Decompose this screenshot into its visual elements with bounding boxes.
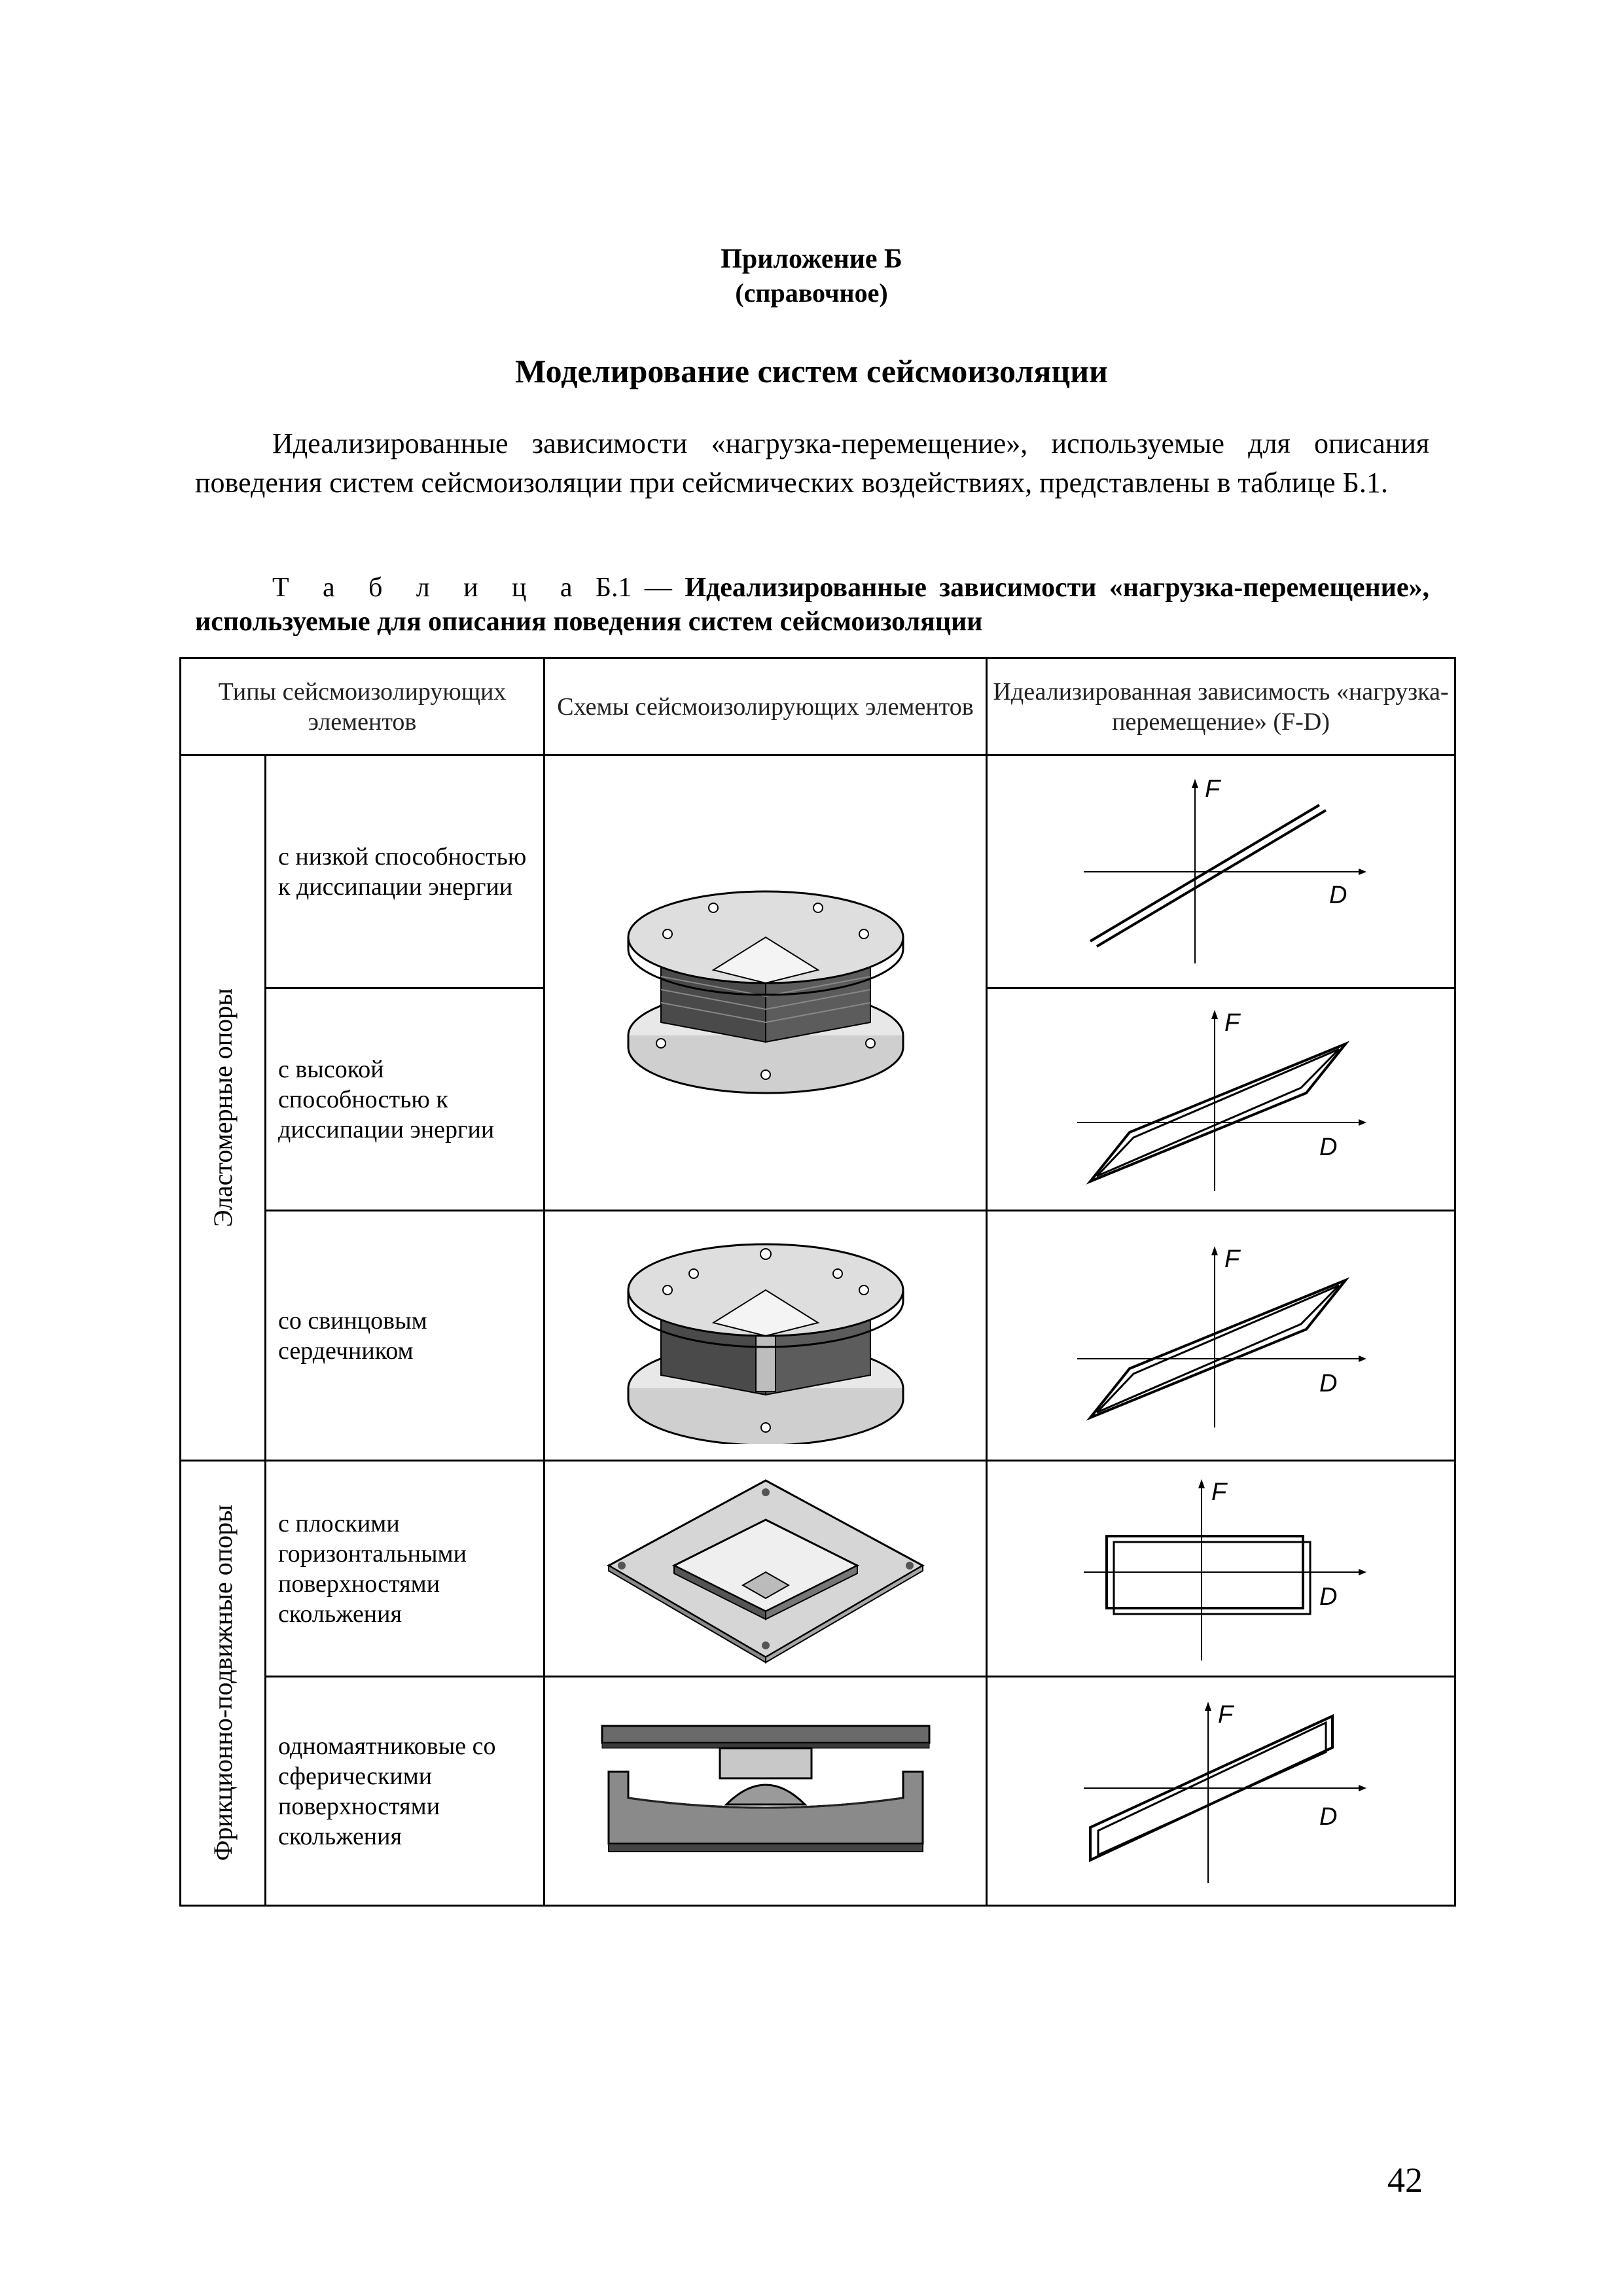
- linear-fd-graph: [1071, 774, 1372, 970]
- scheme-cell: [544, 1211, 987, 1461]
- rectangular-fd-graph: [1071, 1474, 1372, 1664]
- appendix-subtitle: (справочное): [735, 278, 888, 308]
- elastomeric-bearing-icon: [615, 872, 916, 1094]
- graph-cell: [987, 1211, 1455, 1461]
- graph-cell: [987, 755, 1455, 988]
- scheme-cell: [544, 1461, 987, 1677]
- type-cell: с высокой способностью к диссипации энергии: [266, 988, 544, 1211]
- inclined-fd-graph: [1071, 1696, 1372, 1886]
- table-header-row: [181, 658, 1455, 755]
- group-elastomeric: [181, 755, 266, 1461]
- header-schemes: Схемы сейсмоизолирующих элементов: [544, 658, 987, 755]
- type-cell: со свинцовым сердечником: [266, 1211, 544, 1461]
- intro-paragraph: Идеализированные зависимости «нагрузка-перемещение», используемые для описания поведения систем сейсмоизоляции при сейсмических воздействиях, представлены в таблице Б.1.: [195, 427, 1429, 499]
- axis-label-force: F: [1224, 1009, 1240, 1037]
- scheme-cell: [544, 1677, 987, 1906]
- graph-cell: [987, 988, 1455, 1211]
- table-caption: [195, 571, 1429, 639]
- hysteresis-fd-graph: [1071, 1241, 1372, 1431]
- caption-number: Б.1: [595, 573, 632, 603]
- table-row: [181, 1677, 1455, 1906]
- flat-slider-icon: [602, 1474, 929, 1664]
- type-cell: с низкой способностью к диссипации энергии: [266, 755, 544, 988]
- table-row: [181, 755, 1455, 988]
- group-label: Эластомерные опоры: [207, 988, 238, 1227]
- table-row: [181, 1461, 1455, 1677]
- axis-label-force: F: [1211, 1478, 1226, 1506]
- caption-label: Т а б л и ц а: [272, 573, 583, 603]
- axis-label-displacement: D: [1319, 1133, 1337, 1161]
- hysteresis-fd-graph: [1071, 1005, 1372, 1194]
- group-friction: [181, 1461, 266, 1906]
- type-cell: с плоскими горизонтальными поверхностями скольжения: [266, 1461, 544, 1677]
- axis-label-displacement: D: [1329, 881, 1347, 909]
- section-title: Моделирование систем сейсмоизоляции: [515, 353, 1108, 389]
- axis-label-force: F: [1204, 775, 1220, 803]
- scheme-cell: [544, 755, 987, 1211]
- table-row: [181, 1211, 1455, 1461]
- header-fd-graph: Идеализированная зависимость «нагрузка-перемещение» (F-D): [987, 658, 1455, 755]
- page-number: 42: [1387, 2161, 1423, 2200]
- axis-label-displacement: D: [1319, 1369, 1337, 1397]
- header-types: Типы сейсмоизолирующих элементов: [181, 658, 544, 755]
- type-cell: одномаятниковые со сферическими поверхностями скольжения: [266, 1677, 544, 1906]
- axis-label-displacement: D: [1319, 1803, 1337, 1831]
- graph-cell: [987, 1461, 1455, 1677]
- appendix-title: Приложение Б: [721, 244, 902, 274]
- pendulum-bearing-icon: [589, 1719, 942, 1863]
- group-label: Фрикционно-подвижные опоры: [207, 1505, 238, 1861]
- lead-core-bearing-icon: [615, 1228, 916, 1444]
- graph-cell: [987, 1677, 1455, 1906]
- axis-label-displacement: D: [1319, 1583, 1337, 1611]
- axis-label-force: F: [1224, 1245, 1240, 1273]
- caption-text: Идеализированные зависимости «нагрузка-перемещение», используемые для описания поведения систем сейсмоизоляции: [195, 573, 1430, 637]
- axis-label-force: F: [1217, 1700, 1233, 1729]
- caption-dash: —: [644, 573, 672, 603]
- bearing-types-table: [179, 657, 1456, 1907]
